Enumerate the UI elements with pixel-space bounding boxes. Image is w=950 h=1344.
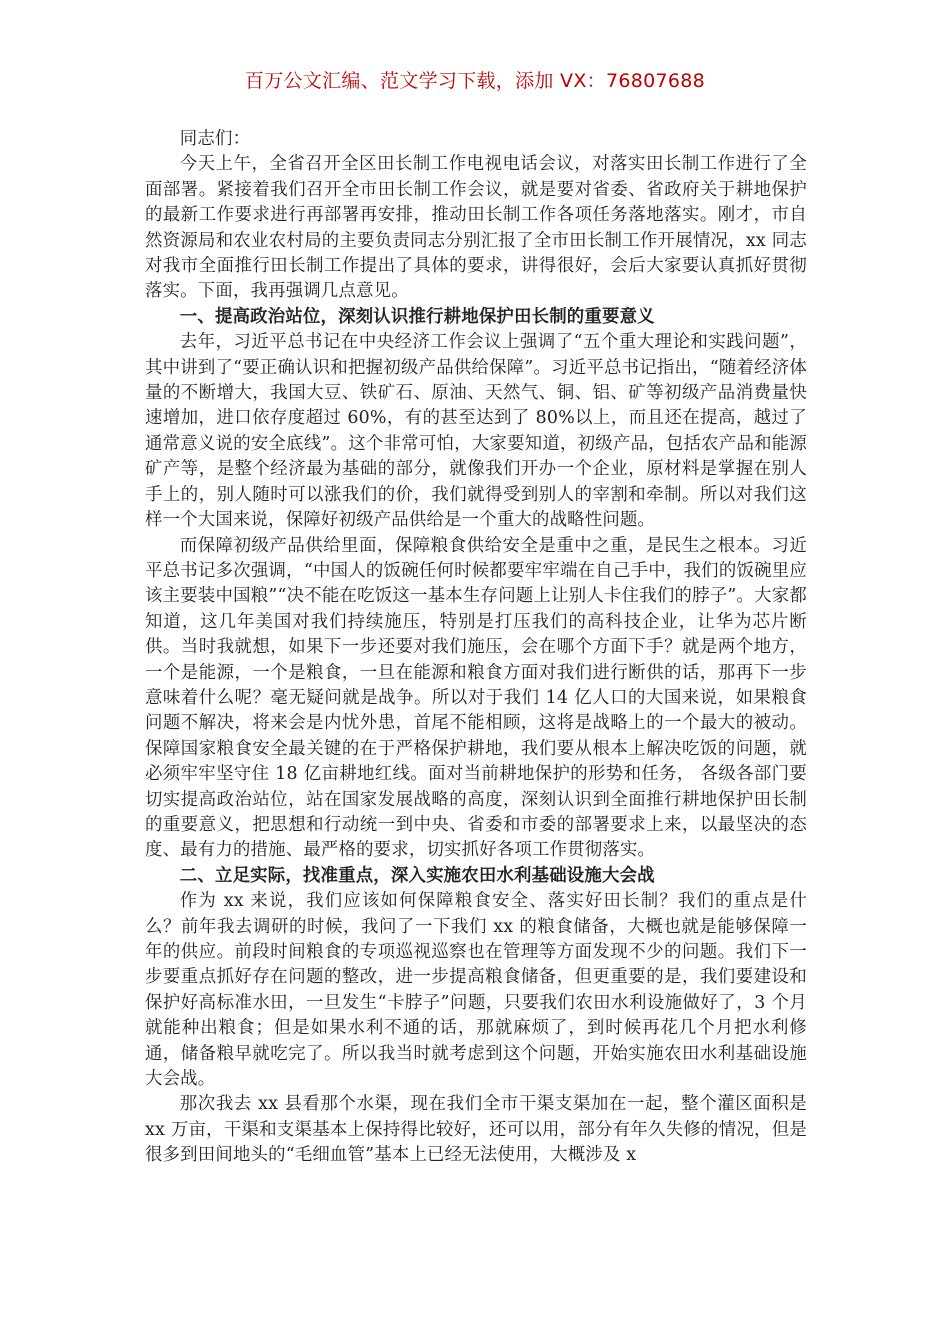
paragraph: 而保障初级产品供给里面，保障粮食供给安全是重中之重，是民生之根本。习近平总书记多次强调，“中国人的饭碗任何时候都要牢牢端在自己手中，我们的饭碗里应该主要装中国粮”“决不能在吃饭这一基本生存问题上让别人卡住我们的脖子”。大家都知道，这几年美国对我们持续施压，特别是打压我们的高科技企业，让华为芯片断供。当时我就想，如果下一步还要对我们施压，会在哪个方面下手？就是两个地方，一个是能源，一个是粮食，一旦在能源和粮食方面对我们进行断供的话，那再下一步意味着什么呢？毫无疑问就是战争。所以对于我们 14 亿人口的大国来说，如果粮食问题不解决，将来会是内忧外患，首尾不能相顾，这将是战略上的一个最大的被动。保障国家粮食安全最关键的在于严格保护耕地，我们要从根本上解决吃饭的问题，就必须牢牢坚守住 18 亿亩耕地红线。面对当前耕地保护的形势和任务， 各级各部门要切实提高政治站位，站在国家发展战略的高度，深刻认识到全面推行耕地保护田长制的重要意义，把思想和行动统一到中央、省委和市委的部署要求上来，以最坚决的态度、最有力的措施、最严格的要求，切实抓好各项工作贯彻落实。 xyxy=(145,535,807,861)
paragraph: 作为 xx 来说，我们应该如何保障粮食安全、落实好田长制？我们的重点是什么？前年我去调研的时候，我问了一下我们 xx 的粮食储备，大概也就是能够保障一年的供应。前段时间粮食的专项巡视巡察也在管理等方面发现不少的问题。我们下一步要重点抓好存在问题的整改，进一步提高粮食储备，但更重要的是，我们要建设和保护好高标准水田，一旦发生“卡脖子”问题，只要我们农田水利设施做好了，3 个月就能种出粮食；但是如果水利不通的话，那就麻烦了，到时候再花几个月把水利修通，储备粮早就吃完了。所以我当时就考虑到这个问题，开始实施农田水利基础设施大会战。 xyxy=(145,891,807,1090)
paragraph: 今天上午，全省召开全区田长制工作电视电话会议，对落实田长制工作进行了全面部署。紧接着我们召开全市田长制工作会议，就是要对省委、省政府关于耕地保护的最新工作要求进行再部署再安排，推动田长制工作各项任务落地落实。刚才，市自然资源局和农业农村局的主要负责同志分别汇报了全市田长制工作开展情况，xx 同志对我市全面推行田长制工作提出了具体的要求，讲得很好，会后大家要认真抓好贯彻落实。下面，我再强调几点意见。 xyxy=(145,154,807,302)
paragraph: 那次我去 xx 县看那个水渠，现在我们全市干渠支渠加在一起，整个灌区面积是 xx 万亩，干渠和支渠基本上保持得比较好，还可以用，部分有年久失修的情况，但是很多到田间地头的“毛细血管”基本上已经无法使用，大概涉及 x xyxy=(145,1094,807,1166)
paragraph: 去年，习近平总书记在中央经济工作会议上强调了“五个重大理论和实践问题”，其中讲到了“要正确认识和把握初级产品供给保障”。习近平总书记指出，“随着经济体量的不断增大，我国大豆、铁矿石、原油、天然气、铜、铝、矿等初级产品消费量快速增加，进口依存度超过 60%，有的甚至达到了 80%以上，而且还在提高，越过了通常意义说的安全底线”。这个非常可怕，大家要知道，初级产品，包括农产品和能源矿产等，是整个经济最为基础的部分，就像我们开办一个企业，原材料是掌握在别人手上的，别人随时可以涨我们的价，我们就得受到别人的宰割和牵制。所以对我们这样一个大国来说，保障好初级产品供给是一个重大的战略性问题。 xyxy=(145,332,807,531)
section-heading: 一、提高政治站位，深刻认识推行耕地保护田长制的重要意义 xyxy=(179,306,655,327)
section-heading: 二、立足实际，找准重点，深入实施农田水利基础设施大会战 xyxy=(179,865,655,886)
greeting: 同志们： xyxy=(179,129,251,149)
document-body xyxy=(145,127,807,1169)
watermark-header: 百万公文汇编、范文学习下载，添加 VX：76807688 xyxy=(244,70,706,92)
